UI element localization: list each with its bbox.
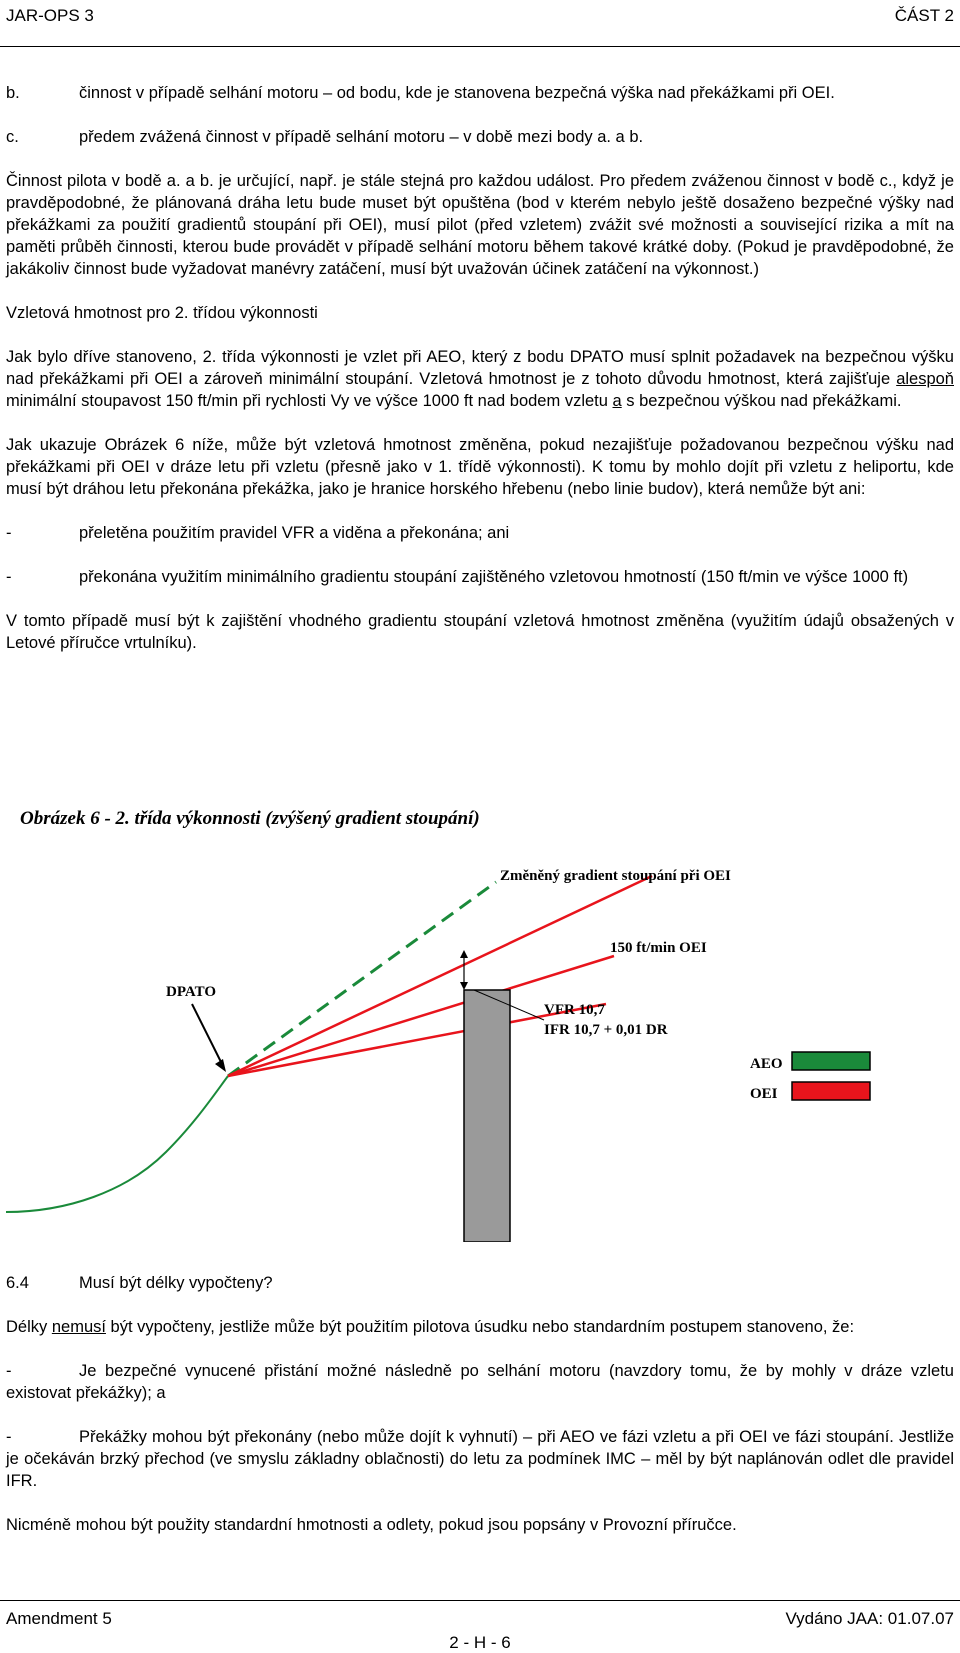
text-run: Délky [6,1318,52,1336]
label-vfr: VFR 10,7 [544,1002,605,1018]
paragraph [6,1316,954,1338]
text-run: s bezpečnou výškou nad překážkami. [621,392,902,410]
section-heading [6,1272,954,1294]
legend-oei-swatch [792,1082,870,1100]
dash-item [6,1360,954,1404]
list-text: činnost v případě selhání motoru – od bodu, kde je stanovena bezpečná výška nad překážkami při OEI. [79,84,835,102]
label-changed-gradient: Změněný gradient stoupání při OEI [500,868,731,884]
underlined-text: a [612,392,622,410]
footer-amendment: Amendment 5 [6,1609,112,1628]
dash-text: Je bezpečné vynucené přistání možné následně po selhání motoru (navzdory tomu, že by mohly v dráze vzletu existovat překážky); a [6,1362,954,1402]
footer-issued: Vydáno JAA: 01.07.07 [785,1609,954,1628]
obstacle-building [464,990,510,1242]
figure-diagram [6,792,958,1242]
bullet-marker: - [6,524,12,542]
bullet-item [6,566,954,588]
list-text: předem zvážená činnost v případě selhání motoru – v době mezi body a. a b. [79,128,644,146]
page-number: 2 - H - 6 [449,1633,511,1652]
dpato-arrowhead [215,1059,226,1072]
dash-item [6,1426,954,1492]
text-run: minimální stoupavost 150 ft/min při rychlosti Vy ve výšce 1000 ft nad bodem vzletu [6,392,613,410]
page-content [6,82,954,676]
dash-text: Překážky mohou být překonány (nebo může dojít k vyhnutí) – při AEO ve fázi vzletu a při OEI ve fázi stoupání. Jestliže je očekáván brzký přechod (ve smyslu základny oblačnosti) do letu za podmínek IMC – měl by být naplánován odlet dle pravidel IFR. [6,1428,954,1490]
legend-oei-label: OEI [750,1086,778,1102]
list-item [6,126,954,148]
paragraph: Nicméně mohou být použity standardní hmotnosti a odlety, pokud jsou popsány v Provozní příručce. [6,1516,737,1534]
dash-marker: - [6,1428,12,1446]
list-item [6,82,954,104]
paragraph: Jak ukazuje Obrázek 6 níže, může být vzletová hmotnost změněna, pokud nezajišťuje požadovanou bezpečnou výšku nad překážkami při OEI v dráze letu při vzletu (přesně jako v 1. třídě výkonnosti). K tomu by mohlo dojít při vzletu z heliportu, kde musí být dráhou letu překonána překážka, jako je hranice horského hřebenu (nebo linie budov), která nemůže být ani: [6,436,954,498]
section-title: Musí být délky vypočteny? [79,1274,273,1292]
oei-changed-gradient-line [228,876,652,1076]
header-doc-code: JAR-OPS 3 [6,6,94,25]
aeo-path-line [228,882,496,1076]
dash-marker: - [6,1362,12,1380]
bullet-text: přeletěna použitím pravidel VFR a viděna a překonána; ani [79,524,510,542]
paragraph: Činnost pilota v bodě a. a b. je určující, např. je stále stejná pro každou událost. Pro předem zváženou činnost v bodě c., když je pravděpodobné, že plánovaná dráha letu bude muset být opuštěna (bod v kterém nebylo ještě dosaženo bezpečné výšky nad překážkami za použití gradientů stoupání při OEI), musí pilot (před vzletem) zvážit své možnosti a související rizika a mít na paměti průběh činnosti, kterou bude provádět v případě selhání motoru během takové krátké doby. (Pokud je pravděpodobné, že jakákoliv činnost bude vyžadovat manévry zatáčení, musí být uvažován účinek zatáčení na výkonnost.) [6,172,954,278]
list-key: b. [6,84,20,102]
subheading: Vzletová hmotnost pro 2. třídou výkonnosti [6,304,318,322]
bullet-text: překonána využitím minimálního gradientu stoupání zajištěného vzletovou hmotností (150 ft/min ve výšce 1000 ft) [79,568,909,586]
terrain-curve [6,1076,228,1212]
page-header [0,0,960,47]
header-part: ČÁST 2 [894,6,954,25]
label-ifr: IFR 10,7 + 0,01 DR [544,1022,668,1038]
label-150-ftmin: 150 ft/min OEI [610,940,707,956]
underlined-text: nemusí [51,1318,106,1336]
bullet-marker: - [6,568,12,586]
section-number: 6.4 [6,1274,29,1292]
underlined-text: alespoň [896,370,954,388]
text-run: Jak bylo dříve stanoveno, 2. třída výkonnosti je vzlet při AEO, který z bodu DPATO musí splnit požadavek na bezpečnou výšku nad překážkami při OEI a zároveň minimální stoupání. Vzletová hmotnost je z tohoto důvodu hmotnost, která zajišťuje [6,348,954,388]
list-key: c. [6,128,19,146]
page-footer [0,1600,960,1651]
legend-aeo-swatch [792,1052,870,1070]
figure-title: Obrázek 6 - 2. třída výkonnosti (zvýšený gradient stoupání) [20,808,480,829]
dpato-arrow [192,1004,222,1064]
paragraph: V tomto případě musí být k zajištění vhodného gradientu stoupání vzletová hmotnost změněna (využitím údajů obsažených v Letové příručce vrtulníku). [6,612,954,652]
section-6-4 [6,1272,954,1558]
paragraph [6,346,954,412]
label-dpato: DPATO [166,984,217,1000]
text-run: být vypočteny, jestliže může být použitím pilotova úsudku nebo standardním postupem stanoveno, že: [105,1318,855,1336]
legend-aeo-label: AEO [750,1056,783,1072]
bullet-item [6,522,954,544]
